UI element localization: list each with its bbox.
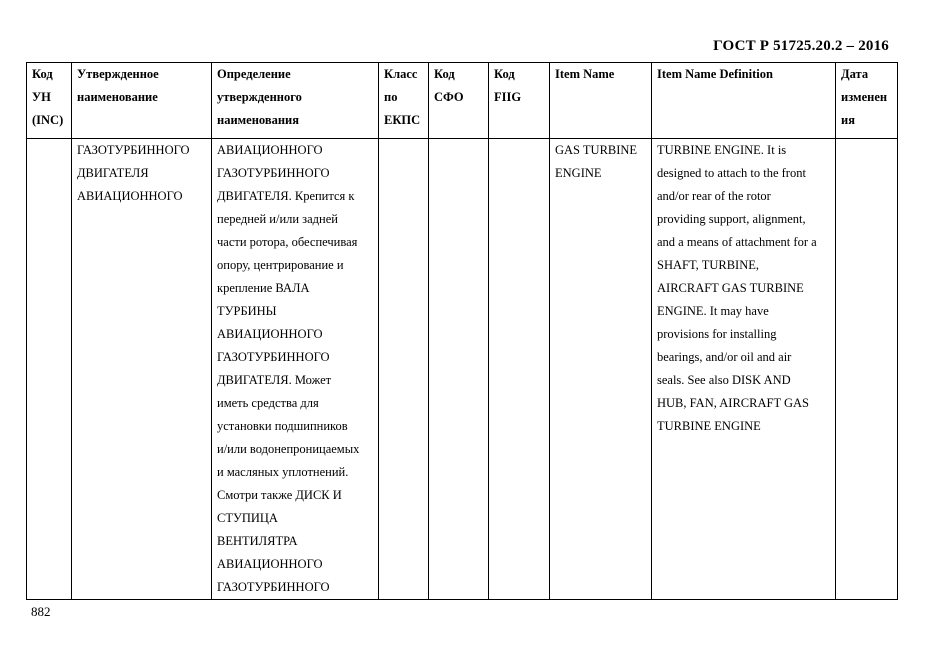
table-header-row [27,63,898,139]
cell-fiig-code [489,139,550,600]
header-change-date: Дата изменен ия [836,63,898,139]
cell-item-name-definition: TURBINE ENGINE. It is designed to attach to the front and/or rear of the rotor providing support, alignment, and a means of attachment for a SHAFT, TURBINE, AIRCRAFT GAS TURBINE ENGINE. It may have provisions for installing bearings, and/or oil and air seals. See also DISK AND HUB, FAN, AIRCRAFT GAS TURBINE ENGINE [652,139,836,600]
header-item-name-definition: Item Name Definition [652,63,836,139]
header-approved-name: Утвержденное наименование [72,63,212,139]
table-row [27,139,898,600]
cell-definition-ru: АВИАЦИОННОГО ГАЗОТУРБИННОГО ДВИГАТЕЛЯ. Крепится к передней и/или задней части ротора, обеспечивая опору, центрирование и крепление ВАЛА ТУРБИНЫ АВИАЦИОННОГО ГАЗОТУРБИННОГО ДВИГАТЕЛЯ. Может иметь средства для установки подшипников и/или водонепроницаемых и масляных уплотнений. Смотри также ДИСК И СТУПИЦА ВЕНТИЛЯТРА АВИАЦИОННОГО ГАЗОТУРБИННОГО [212,139,379,600]
item-name-table [26,62,898,600]
header-ekps-class: Класс по ЕКПС [379,63,429,139]
page-number: 882 [31,604,51,619]
cell-ekps-class [379,139,429,600]
document-standard-title: ГОСТ Р 51725.20.2 – 2016 [713,38,889,54]
header-item-name: Item Name [550,63,652,139]
cell-sfo-code [429,139,489,600]
cell-item-name: GAS TURBINE ENGINE [550,139,652,600]
cell-approved-name: ГАЗОТУРБИННОГО ДВИГАТЕЛЯ АВИАЦИОННОГО [72,139,212,600]
header-sfo-code: Код СФО [429,63,489,139]
header-fiig-code: Код FIIG [489,63,550,139]
header-definition-ru: Определение утвержденного наименования [212,63,379,139]
cell-change-date [836,139,898,600]
cell-inc-code [27,139,72,600]
header-inc-code: Код УН (INC) [27,63,72,139]
